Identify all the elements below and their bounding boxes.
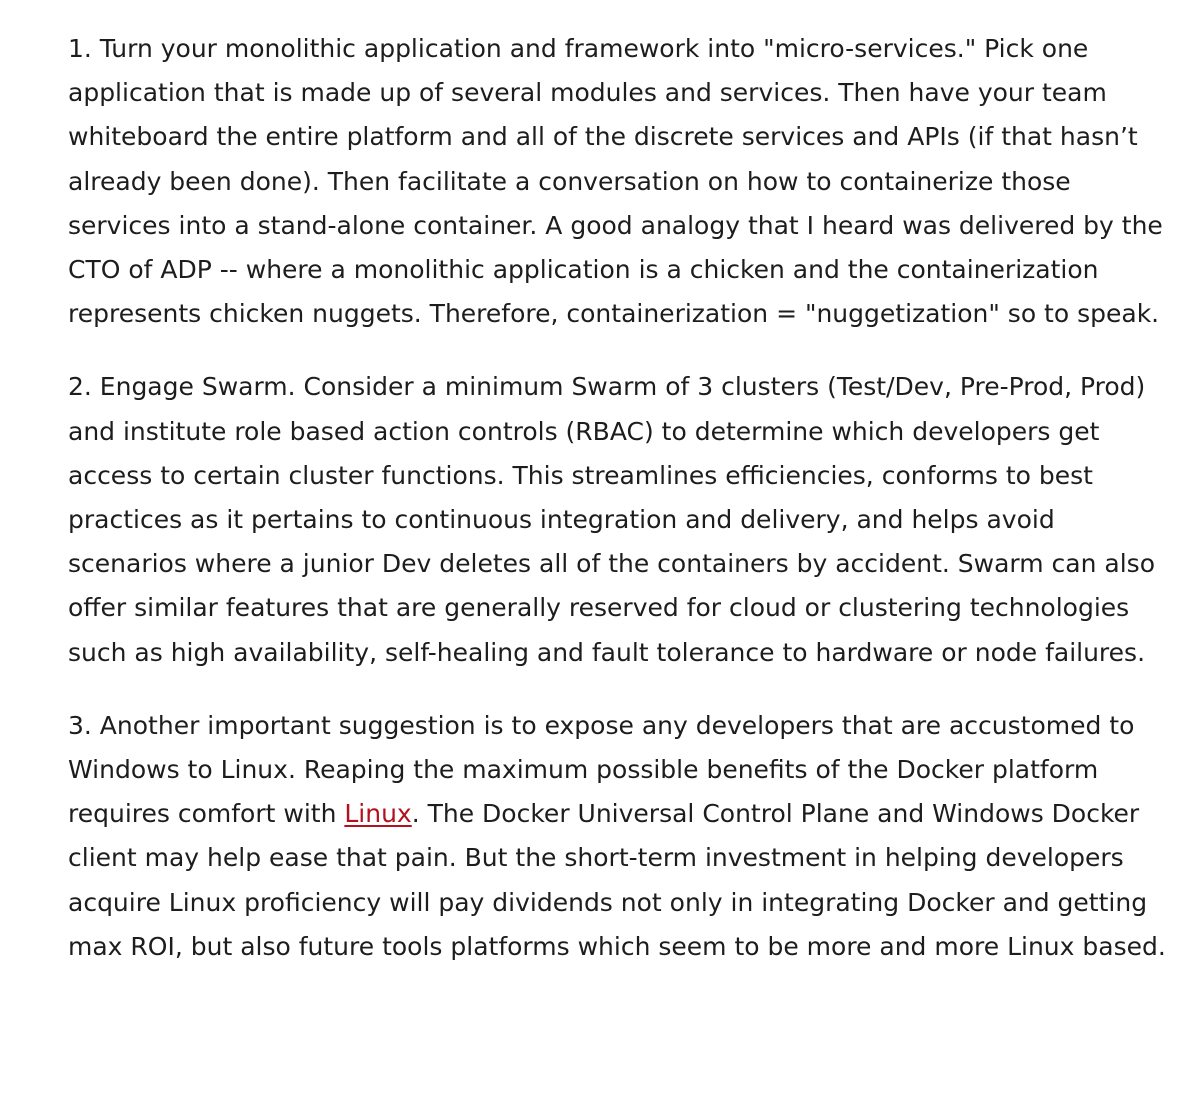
article-body (68, 27, 1178, 998)
paragraph-linux-text-after: . The Docker Universal Control Plane and Windows Docker client may help ease that pain. But the short-term investment in helping developers acquire Linux proficiency will pay dividends not only in integrating Docker and getting max ROI, but also future tools platforms which seem to be more and more Linux based. (68, 799, 1166, 961)
paragraph-microservices: 1. Turn your monolithic application and framework into "micro-services." Pick one application that is made up of several modules and services. Then have your team whiteboard the entire platform and all of the discrete services and APIs (if that hasn’t already been done). Then facilitate a conversation on how to containerize those services into a stand-alone container. A good analogy that I heard was delivered by the CTO of ADP -- where a monolithic application is a chicken and the containerization represents chicken nuggets. Therefore, containerization = "nuggetization" so to speak. (68, 34, 1163, 329)
paragraph-linux-text-before: 3. Another important suggestion is to expose any developers that are accustomed to Windows to Linux. Reaping the maximum possible benefits of the Docker platform requires comfort with (68, 710, 1135, 829)
paragraph-linux (68, 704, 1178, 969)
linux-link[interactable]: Linux (344, 799, 412, 829)
paragraph-swarm: 2. Engage Swarm. Consider a minimum Swarm of 3 clusters (Test/Dev, Pre-Prod, Prod) and institute role based action controls (RBAC) to determine which developers get access to certain cluster functions. This streamlines efficiencies, conforms to best practices as it pertains to continuous integration and delivery, and helps avoid scenarios where a junior Dev deletes all of the containers by accident. Swarm can also offer similar features that are generally reserved for cloud or clustering technologies such as high availability, self-healing and fault tolerance to hardware or node failures. (68, 372, 1155, 667)
